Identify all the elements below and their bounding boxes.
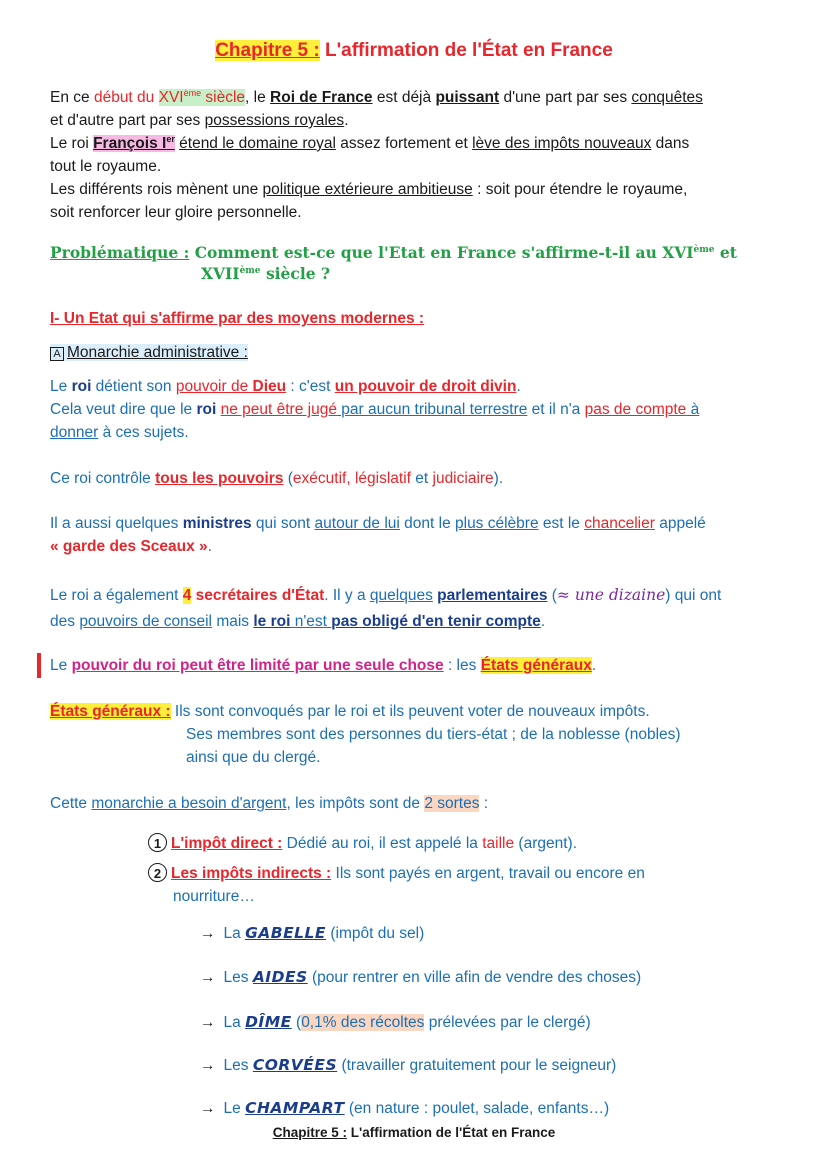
etats-generaux-definition: États généraux : Ils sont convoqués par le roi et ils peuvent voter de nouveaux impôts. Ses membres sont des personnes du tiers-état ; de la noblesse (nobles) ainsi que du clergé. (50, 703, 681, 766)
impots-indirects: 2 Les impôts indirects : Ils sont payés en argent, travail ou encore en nourriture… (148, 862, 748, 908)
paragraph-limit: Le pouvoir du roi peut être limité par une seule chose : les États généraux. (50, 657, 597, 674)
intro-paragraph: En ce début du XVIème siècle, le Roi de France est déjà puissant d'une part par ses conquêtes et d'autre part par ses possessions royales. Le roi François Ier étend le domaine royal assez fortement et lève des impôts nouveaux dans tout le royaume. Les différents rois mènent une politique extérieure ambitieuse : soit pour étendre le royaume, soit renforcer leur gloire personnelle. (50, 87, 703, 221)
tax-item: → Le CHAMPART (en nature : poulet, salade, enfants…) (200, 1099, 610, 1117)
arrow-icon: → (200, 1100, 216, 1117)
paragraph-taxes-intro: Cette monarchie a besoin d'argent, les impôts sont de 2 sortes : (50, 795, 489, 812)
margin-bar (37, 653, 41, 678)
tax-item: → La DÎME (0,1% des récoltes prélevées par le clergé) (200, 1013, 591, 1031)
number-two-icon: 2 (148, 863, 167, 882)
chapter-label: Chapitre 5 : (215, 40, 320, 61)
arrow-icon: → (200, 1057, 216, 1074)
paragraph-divine-right: Le roi détient son pouvoir de Dieu : c'est un pouvoir de droit divin. Cela veut dire que le roi ne peut être jugé par aucun tribunal terrestre et il n'a pas de compte à donner à ces sujets. (50, 378, 700, 441)
page-title (0, 40, 828, 62)
tax-item: → Les AIDES (pour rentrer en ville afin de vendre des choses) (200, 968, 642, 986)
page-footer: Chapitre 5 : L'affirmation de l'État en France (272, 1125, 556, 1140)
paragraph-powers: Ce roi contrôle tous les pouvoirs (exécutif, législatif et judiciaire). (50, 470, 504, 487)
chapter-title: L'affirmation de l'État en France (319, 40, 613, 61)
arrow-icon: → (200, 969, 216, 986)
arrow-icon: → (200, 1014, 216, 1031)
number-one-icon: 1 (148, 833, 167, 852)
paragraph-ministers: Il a aussi quelques ministres qui sont autour de lui dont le plus célèbre est le chancelier appelé « garde des Sceaux ». (50, 515, 706, 555)
paragraph-secretaries: Le roi a également 4 secrétaires d'État. Il y a quelques parlementaires (≈ une dizaine) qui ont des pouvoirs de conseil mais le roi n'est pas obligé d'en tenir compte. (50, 586, 722, 630)
subsection-title: A Monarchie administrative : (50, 341, 780, 364)
letter-a-icon: A (50, 347, 64, 361)
section-title: I- Un Etat qui s'affirme par des moyens modernes : (50, 310, 425, 327)
tax-item: → Les CORVÉES (travailler gratuitement pour le seigneur) (200, 1056, 617, 1074)
tax-item: → La GABELLE (impôt du sel) (200, 924, 425, 942)
arrow-icon: → (200, 925, 216, 942)
problematique: Problématique : Comment est-ce que l'Etat en France s'affirme-t-il au XVIème et XVIIème siècle ? (50, 243, 737, 283)
impot-direct: 1 L'impôt direct : Dédié au roi, il est appelé la taille (argent). (148, 832, 748, 855)
